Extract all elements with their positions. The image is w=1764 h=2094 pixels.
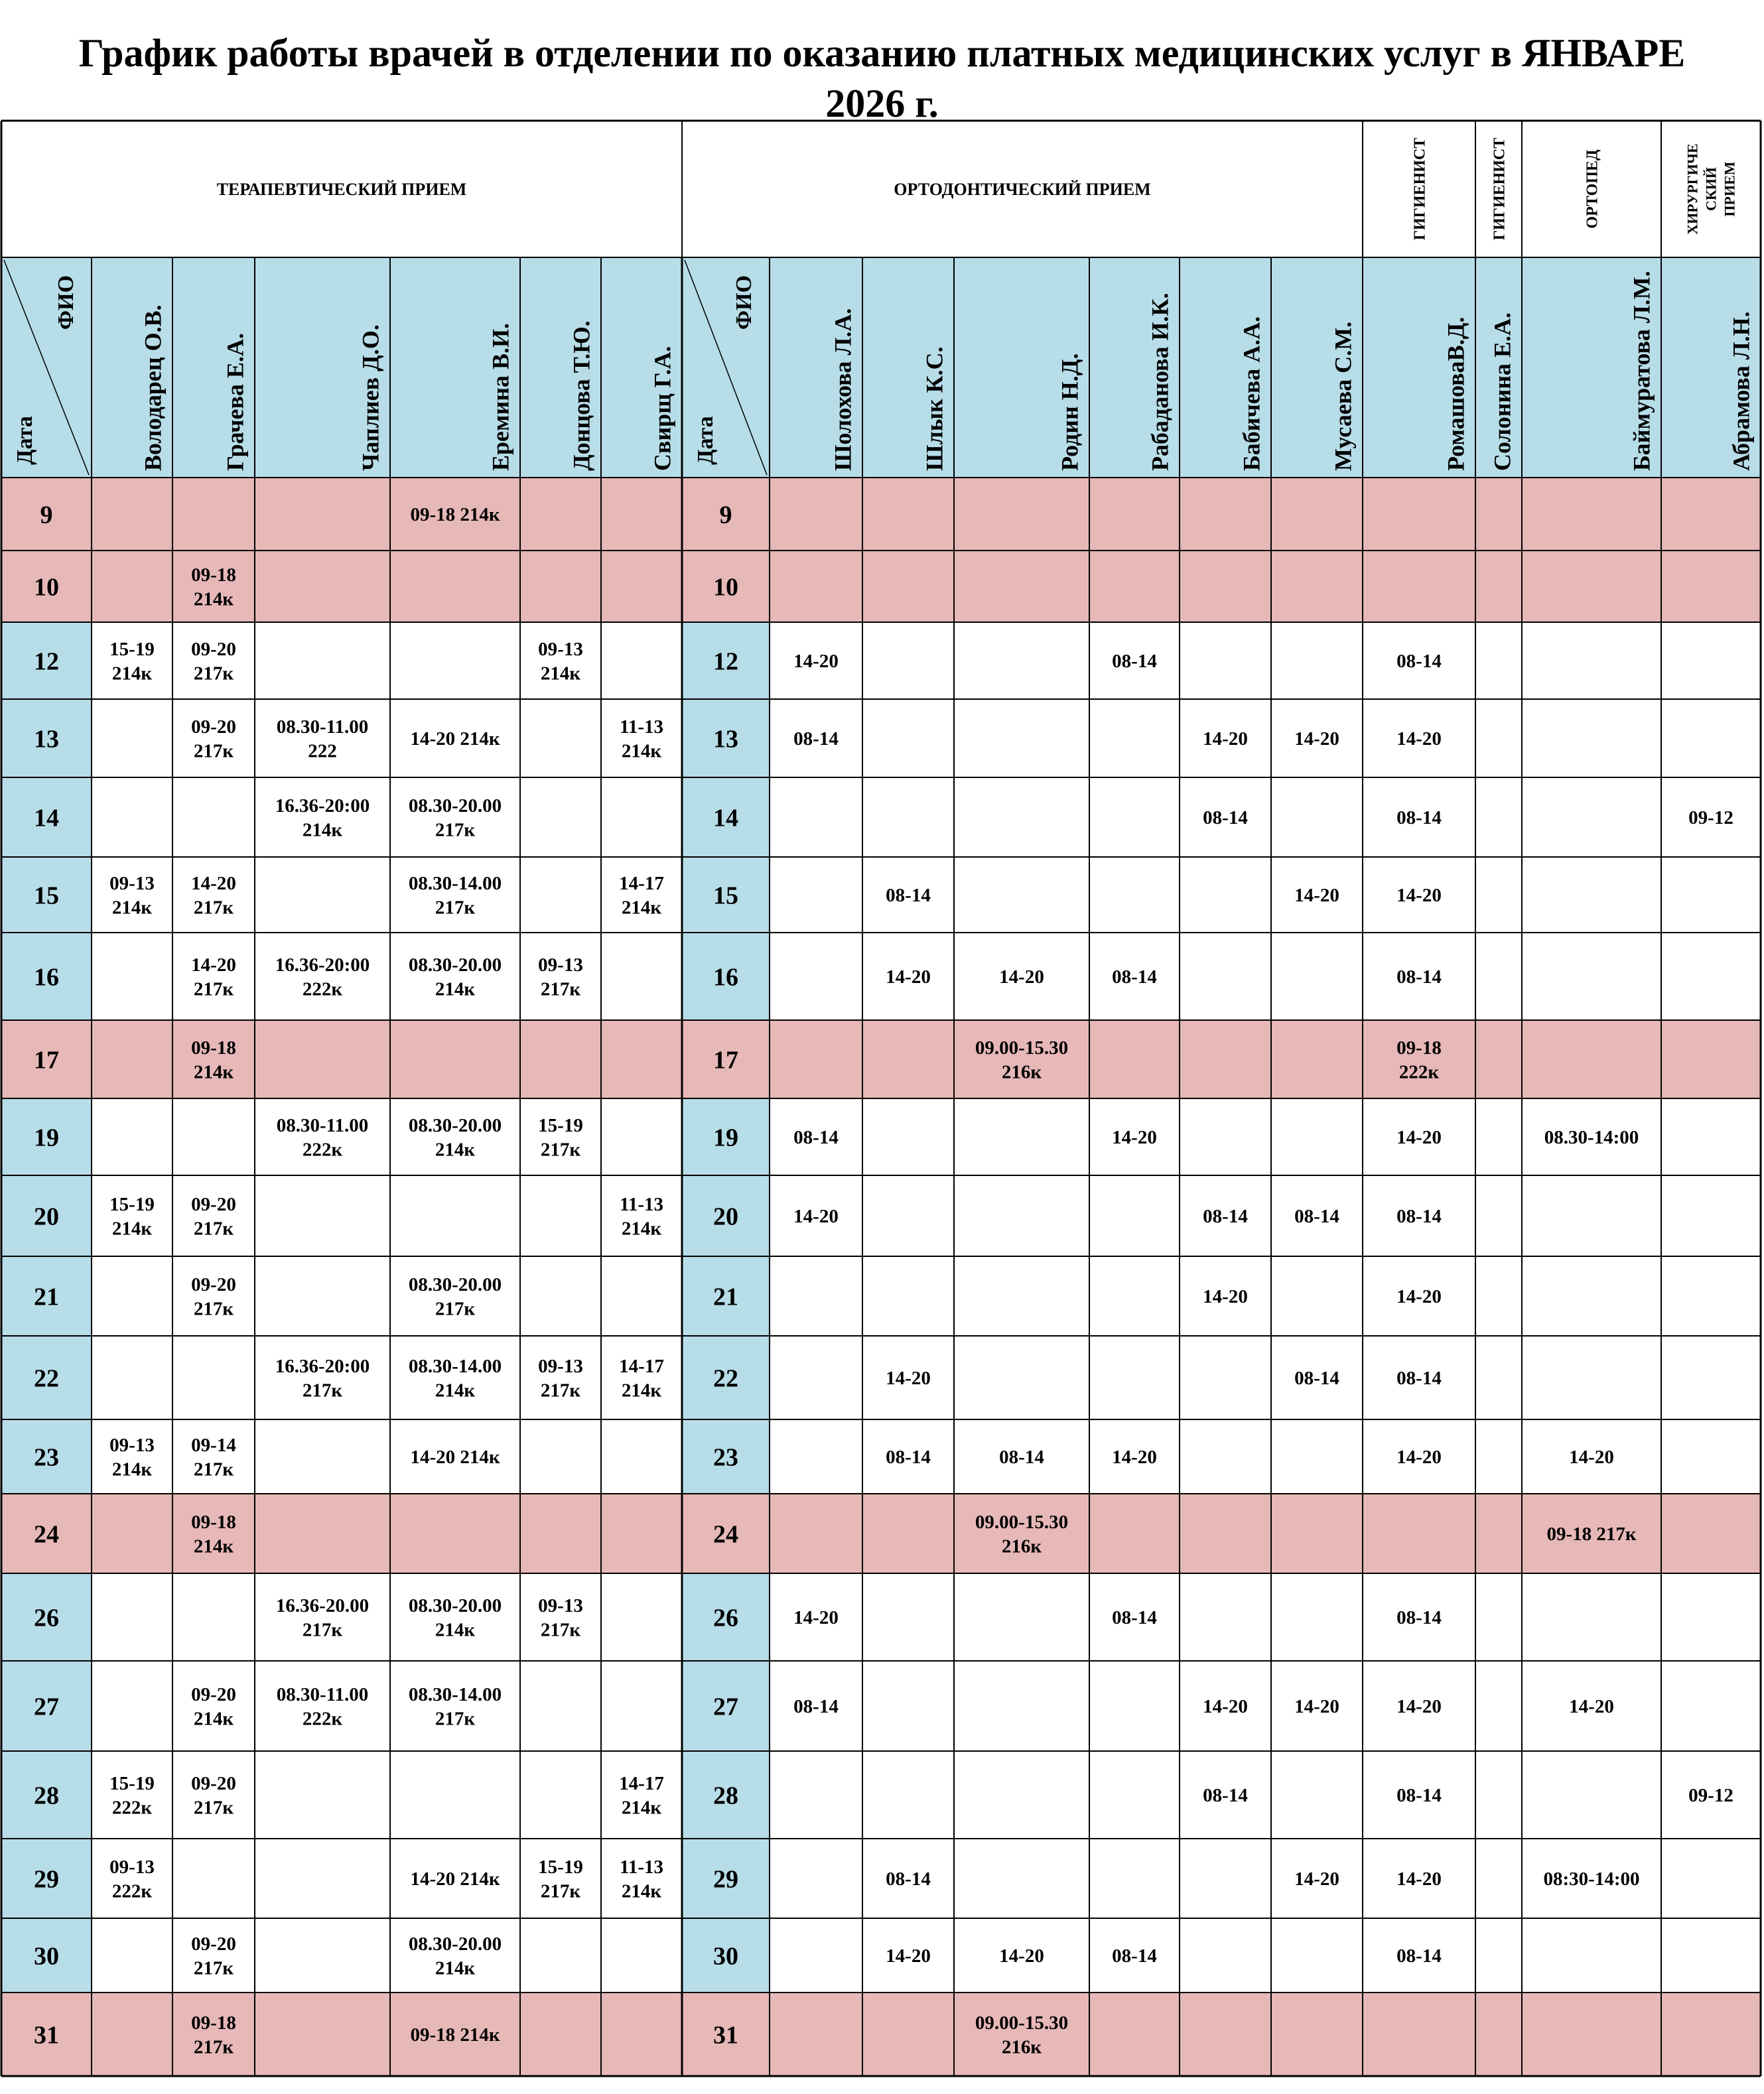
group-surgical: СКИЙ [1702,166,1720,212]
date-number: 29 [34,1865,59,1894]
schedule-cell: 14-20 [1112,1447,1157,1469]
doctor-name-header: Баймуратова Л.М. [1628,271,1655,471]
date-number: 30 [34,1942,59,1971]
group-hygienist-1: ГИГИЕНИСТ [1411,137,1429,241]
doctor-name-header: Грачева Е.А. [222,333,249,471]
date-number: 10 [34,573,59,602]
schedule-cell: 14-20 [793,651,839,673]
schedule-cell: 14-20 [1203,1696,1248,1718]
schedule-cell: 08-14 [886,1868,931,1890]
date-number: 16 [713,963,738,992]
schedule-cell: 09-18 214к [410,2024,500,2046]
date-number: 17 [713,1046,738,1075]
schedule-cell: 08-14 [1396,1785,1442,1807]
doctor-name-header: Рабаданова И.К. [1146,293,1174,471]
schedule-cell: 09-13 214к [538,639,583,685]
schedule-cell: 16.36-20.00 217к [275,1595,370,1641]
doctor-name-header: Володарец О.В. [139,304,167,471]
schedule-cell: 08.30-11.00 222к [276,1115,369,1161]
date-number: 15 [34,882,59,910]
schedule-cell: 09-13 222к [109,1857,155,1902]
group-surgical: ПРИЕМ [1721,161,1738,217]
schedule-cell: 14-20 [1294,885,1339,907]
date-number: 12 [713,647,738,676]
weekend-row [1,551,1761,622]
schedule-cell: 08-14 [1294,1368,1339,1390]
corner-date-label: Дата [693,416,718,465]
date-number: 23 [713,1443,738,1472]
date-number: 26 [34,1604,59,1632]
schedule-cell: 09-13 214к [109,873,155,919]
schedule-cell: 08.30-14:00 [1544,1127,1639,1149]
schedule-cell: 14-20 [1396,1286,1442,1308]
date-number: 23 [34,1443,59,1472]
schedule-cell: 14-20 [999,1945,1044,1967]
date-number: 22 [34,1364,59,1393]
schedule-cell: 14-20 [1294,1868,1339,1890]
doctor-name-header: Бабичева А.А. [1238,316,1265,471]
date-number: 27 [713,1693,738,1721]
schedule-cell: 08-14 [1396,1368,1442,1390]
group-orthopedist: ОРТОПЕД [1584,149,1601,229]
date-number: 21 [713,1283,738,1311]
doctor-name-header: Чаплиев Д.О. [357,324,384,471]
date-number: 30 [713,1942,738,1971]
date-number: 14 [713,804,738,832]
schedule-cell: 09-18 217к [1546,1524,1637,1545]
schedule-cell: 14-20 [1396,1447,1442,1469]
doctor-name-header: РомашоваВ.Д. [1442,316,1469,471]
schedule-cell: 09-18 214к [191,564,236,610]
schedule-cell: 15-19 214к [109,639,155,685]
schedule-cell: 09-13 217к [538,1595,583,1641]
schedule-cell: 14-20 [1294,1696,1339,1718]
schedule-cell: 08-14 [1203,1206,1248,1228]
schedule-cell: 14-20 [886,1945,931,1967]
schedule-cell: 09-20 217к [191,1274,236,1320]
schedule-cell: 14-17 214к [619,873,664,919]
date-number: 19 [713,1124,738,1152]
date-number: 27 [34,1693,59,1721]
schedule-cell: 14-20 [1396,728,1442,750]
schedule-cell: 08.30-20.00 214к [408,1933,502,1979]
schedule-cell: 14-20 [1203,1286,1248,1308]
schedule-cell: 14-20 214к [410,1447,500,1469]
schedule-cell: 14-20 [1203,728,1248,750]
schedule-cell: 14-20 [1396,1127,1442,1149]
date-number: 24 [34,1520,59,1549]
schedule-cell: 16.36-20:00 222к [275,954,370,1000]
weekend-row [1,1494,1761,1573]
schedule-cell: 14-20 214к [410,728,500,750]
schedule-cell: 09-20 217к [191,1773,236,1819]
schedule-cell: 09-12 [1688,807,1733,829]
schedule-cell: 08-14 [886,1447,931,1469]
schedule-cell: 08-14 [1396,966,1442,988]
schedule-cell: 08-14 [1112,1607,1157,1629]
date-number: 13 [34,725,59,753]
schedule-cell: 14-20 [886,1368,931,1390]
date-number: 9 [719,501,732,529]
corner-fio-label: ФИО [731,275,756,330]
schedule-cell: 09-13 217к [538,954,583,1000]
schedule-cell: 14-20 [1396,1696,1442,1718]
date-number: 19 [34,1124,59,1152]
schedule-cell: 09-20 217к [191,716,236,762]
schedule-cell: 14-20 [793,1206,839,1228]
schedule-cell: 09-13 217к [538,1356,583,1402]
schedule-cell: 14-20 [1569,1696,1614,1718]
date-number: 20 [34,1203,59,1231]
doctor-name-header: Родин Н.Д. [1056,353,1083,471]
schedule-cell: 08-14 [1396,807,1442,829]
schedule-cell: 09.00-15.30 216к [975,1037,1069,1083]
schedule-cell: 14-20 [1294,728,1339,750]
schedule-cell: 14-20 217к [191,954,236,1000]
schedule-cell: 08-14 [1112,966,1157,988]
schedule-cell: 09-18 214к [191,1512,236,1557]
schedule-cell: 09-20 214к [191,1684,236,1730]
date-number: 26 [713,1604,738,1632]
schedule-cell: 08.30-20.00 214к [408,954,502,1000]
date-number: 22 [713,1364,738,1393]
schedule-cell: 14-20 [886,966,931,988]
schedule-cell: 08-14 [999,1447,1044,1469]
title-line-2: 2026 г. [825,82,939,125]
date-number: 12 [34,647,59,676]
schedule-cell: 16.36-20:00 214к [275,795,370,841]
schedule-cell: 08.30-11.00 222к [276,1684,369,1730]
group-surgical: ХИРУРГИЧЕ [1684,143,1701,235]
schedule-cell: 08-14 [793,1127,839,1149]
schedule-cell: 11-13 214к [619,716,664,762]
weekend-row [1,478,1761,551]
date-number: 14 [34,804,59,832]
weekend-row [1,1993,1761,2076]
schedule-cell: 08.30-11.00 222 [276,716,369,762]
schedule-cell: 09-20 217к [191,1194,236,1240]
date-number: 9 [40,501,53,529]
weekend-row [1,1020,1761,1098]
date-number: 29 [713,1865,738,1894]
schedule-cell: 08.30-20.00 214к [408,1595,502,1641]
schedule-cell: 08.30-14.00 217к [408,1684,502,1730]
schedule-cell: 08-14 [1203,1785,1248,1807]
schedule-cell: 14-17 214к [619,1773,664,1819]
doctor-name-header: Мусаева С.М. [1329,321,1357,471]
schedule-cell: 09-12 [1688,1785,1733,1807]
schedule-cell: 15-19 217к [538,1115,583,1161]
schedule-cell: 08-14 [1396,1607,1442,1629]
schedule-cell: 11-13 214к [619,1857,664,1902]
date-number: 10 [713,573,738,602]
schedule-cell: 09-20 217к [191,639,236,685]
date-number: 31 [713,2021,738,2050]
schedule-cell: 09-18 222к [1396,1037,1442,1083]
doctor-name-header: Донцова Т.Ю. [568,320,595,471]
date-number: 17 [34,1046,59,1075]
corner-date-label: Дата [12,416,37,465]
schedule-cell: 14-20 [793,1607,839,1629]
schedule-cell: 16.36-20:00 217к [275,1356,370,1402]
schedule-cell: 14-20 [1112,1127,1157,1149]
date-number: 24 [713,1520,738,1549]
schedule-cell: 08-14 [1203,807,1248,829]
date-number: 21 [34,1283,59,1311]
schedule-cell: 08.30-20.00 217к [408,795,502,841]
schedule-cell: 09-18 214к [191,1037,236,1083]
schedule-cell: 14-20 217к [191,873,236,919]
schedule-cell: 08-14 [1396,1945,1442,1967]
date-number: 16 [34,963,59,992]
schedule-cell: 14-20 [1396,885,1442,907]
schedule-cell: 08-14 [793,728,839,750]
date-number: 28 [34,1782,59,1810]
schedule-cell: 15-19 217к [538,1857,583,1902]
date-number: 31 [34,2021,59,2050]
schedule-cell: 08.30-14.00 214к [408,1356,502,1402]
schedule-cell: 08-14 [1112,1945,1157,1967]
schedule-cell: 08-14 [886,885,931,907]
doctor-name-header: Шлык К.С. [921,346,948,471]
schedule-cell: 09.00-15.30 216к [975,1512,1069,1557]
date-number: 28 [713,1782,738,1810]
date-number: 15 [713,882,738,910]
group-orthodontic: ОРТОДОНТИЧЕСКИЙ ПРИЕМ [894,180,1151,200]
schedule-cell: 08-14 [793,1696,839,1718]
schedule-cell: 14-20 214к [410,1868,500,1890]
title-line-1: График работы врачей в отделении по оказанию платных медицинских услуг в ЯНВАРЕ [78,31,1686,75]
schedule-cell: 08.30-14.00 217к [408,873,502,919]
doctor-name-header: Абрамова Л.Н. [1728,311,1755,471]
schedule-cell: 14-17 214к [619,1356,664,1402]
schedule-cell: 15-19 222к [109,1773,155,1819]
schedule-cell: 08-14 [1396,651,1442,673]
schedule-cell: 14-20 [1396,1868,1442,1890]
doctor-name-header: Еремина В.И. [487,322,514,471]
schedule-cell: 08-14 [1396,1206,1442,1228]
doctor-name-header: Шолохова Л.А. [829,308,856,471]
schedule-cell: 09-13 214к [109,1435,155,1480]
schedule-cell: 15-19 214к [109,1194,155,1240]
schedule-cell: 09-18 214к [410,504,500,526]
schedule-cell: 11-13 214к [619,1194,664,1240]
schedule-cell: 08-14 [1294,1206,1339,1228]
schedule-cell: 09-14 217к [191,1435,236,1480]
schedule-cell: 09-20 217к [191,1933,236,1979]
schedule-cell: 09.00-15.30 216к [975,2012,1069,2058]
schedule-cell: 14-20 [1569,1447,1614,1469]
schedule-cell: 08.30-20.00 214к [408,1115,502,1161]
schedule-cell: 08-14 [1112,651,1157,673]
date-number: 20 [713,1203,738,1231]
group-therapeutic: ТЕРАПЕВТИЧЕСКИЙ ПРИЕМ [216,180,467,200]
schedule-cell: 14-20 [999,966,1044,988]
schedule-cell: 08:30-14:00 [1543,1868,1640,1890]
doctor-name-header: Солонина Е.А. [1489,312,1516,471]
corner-fio-label: ФИО [53,275,78,330]
group-hygienist-2: ГИГИЕНИСТ [1491,137,1509,241]
schedule-cell: 09-18 217к [191,2012,236,2058]
schedule-cell: 08.30-20.00 217к [408,1274,502,1320]
date-number: 13 [713,725,738,753]
doctor-name-header: Свирщ Г.А. [649,346,676,471]
